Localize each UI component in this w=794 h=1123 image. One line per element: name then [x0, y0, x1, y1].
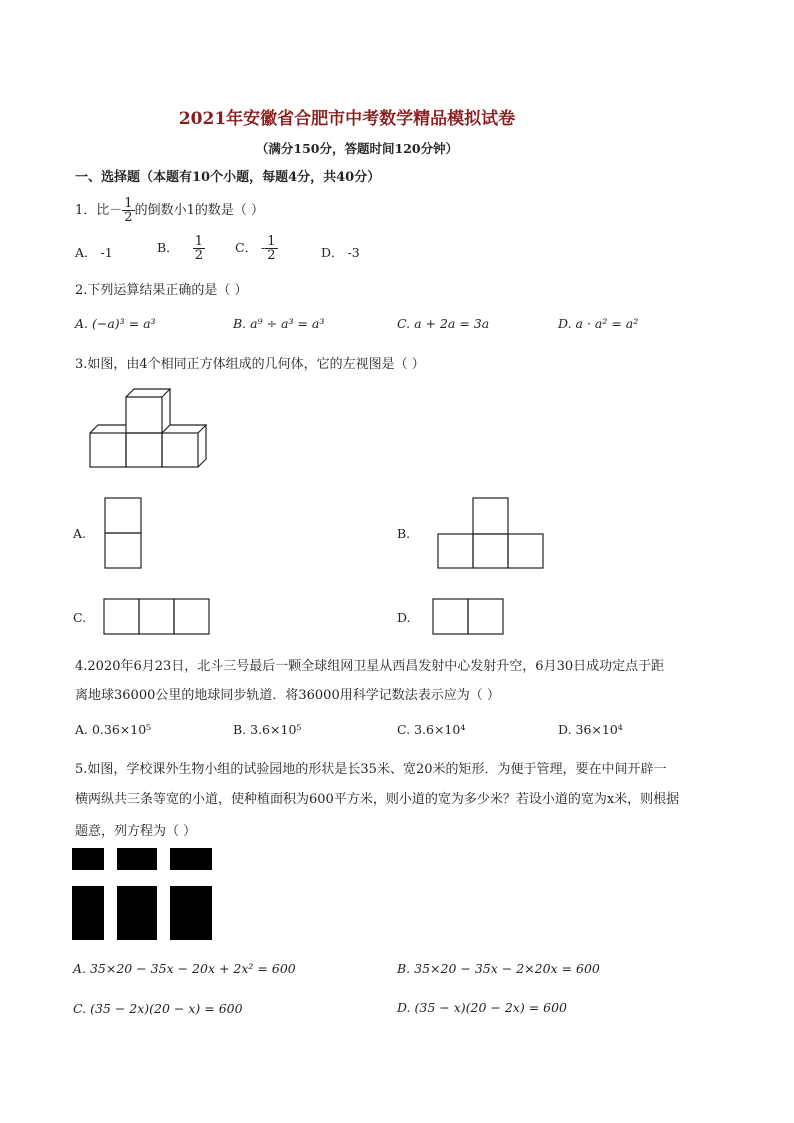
- q4-option-c[interactable]: C. 3.6×10⁴: [397, 722, 466, 737]
- q2-option-c[interactable]: C. a + 2a = 3a: [397, 316, 490, 331]
- q5-stem-line3: 题意，列方程为（ ）: [75, 824, 197, 839]
- q2-option-a[interactable]: A. (−a)³ = a³: [75, 316, 156, 331]
- q1-fraction: $\frac{1}{2}$: [124, 196, 133, 225]
- q2-option-b[interactable]: B. a⁹ ÷ a³ = a³: [233, 316, 325, 331]
- q1-suffix: 的倒数小1的数是（ ）: [134, 203, 264, 218]
- q5-option-b[interactable]: B. 35×20 − 35x − 2×20x = 600: [397, 961, 600, 976]
- page-subtitle: （满分150分，答题时间120分钟）: [255, 141, 459, 156]
- q4-option-a[interactable]: A. 0.36×10⁵: [75, 722, 152, 737]
- q1-prefix: 1．比－: [75, 203, 123, 218]
- q3-option-d-figure: [432, 598, 506, 636]
- q1-option-d[interactable]: D． -3: [321, 245, 360, 260]
- q5-option-d[interactable]: D. (35 − x)(20 − 2x) = 600: [397, 1000, 568, 1015]
- q5-stem-line1: 5.如图，学校课外生物小组的试验园地的形状是长35米、宽20米的矩形．为便于管理，要在中间开辟一: [75, 762, 667, 777]
- q2-option-d[interactable]: D. a · a² = a²: [558, 316, 639, 331]
- q1-option-c[interactable]: C． - $\frac{1}{2}$: [235, 234, 276, 263]
- q2-stem: 2.下列运算结果正确的是（ ）: [75, 283, 248, 298]
- q1-option-a[interactable]: A． -1: [75, 245, 113, 260]
- q4-option-b[interactable]: B. 3.6×10⁵: [233, 722, 302, 737]
- q4-stem-line1: 4.2020年6月23日，北斗三号最后一颗全球组网卫星从西昌发射中心发射升空，6月30日成功定点于距: [75, 659, 665, 674]
- q3-option-a[interactable]: A.: [73, 526, 87, 541]
- q3-option-c-figure: [103, 598, 213, 636]
- q3-option-c[interactable]: C.: [73, 610, 87, 625]
- q5-option-a[interactable]: A. 35×20 − 35x − 20x + 2x² = 600: [73, 961, 296, 976]
- q5-stem-line2: 横两纵共三条等宽的小道，使种植面积为600平方米，则小道的宽为多少米？若设小道的宽为x米，则根据: [75, 792, 680, 807]
- section-heading: 一、选择题（本题有10个小题，每题4分，共40分）: [75, 170, 381, 185]
- q5-option-c[interactable]: C. (35 − 2x)(20 − x) = 600: [73, 1001, 243, 1016]
- q3-option-b[interactable]: B.: [397, 526, 411, 541]
- q3-option-a-figure: [104, 497, 144, 571]
- q1-option-b[interactable]: B． $\frac{1}{2}$: [157, 234, 203, 263]
- page-title: 2021年安徽省合肥市中考数学精品模拟试卷: [178, 109, 516, 129]
- q3-stem: 3.如图，由4个相同正方体组成的几何体，它的左视图是（ ）: [75, 357, 425, 372]
- q4-option-d[interactable]: D. 36×10⁴: [558, 722, 623, 737]
- q1-stem: [75, 197, 264, 224]
- q4-stem-line2: 离地球36000公里的地球同步轨道．将36000用科学记数法表示应为（ ）: [75, 688, 500, 703]
- q3-solid-figure: [88, 383, 213, 469]
- q3-option-d[interactable]: D.: [397, 610, 411, 625]
- q5-garden-figure: [72, 848, 214, 942]
- q3-option-b-figure: [437, 497, 545, 571]
